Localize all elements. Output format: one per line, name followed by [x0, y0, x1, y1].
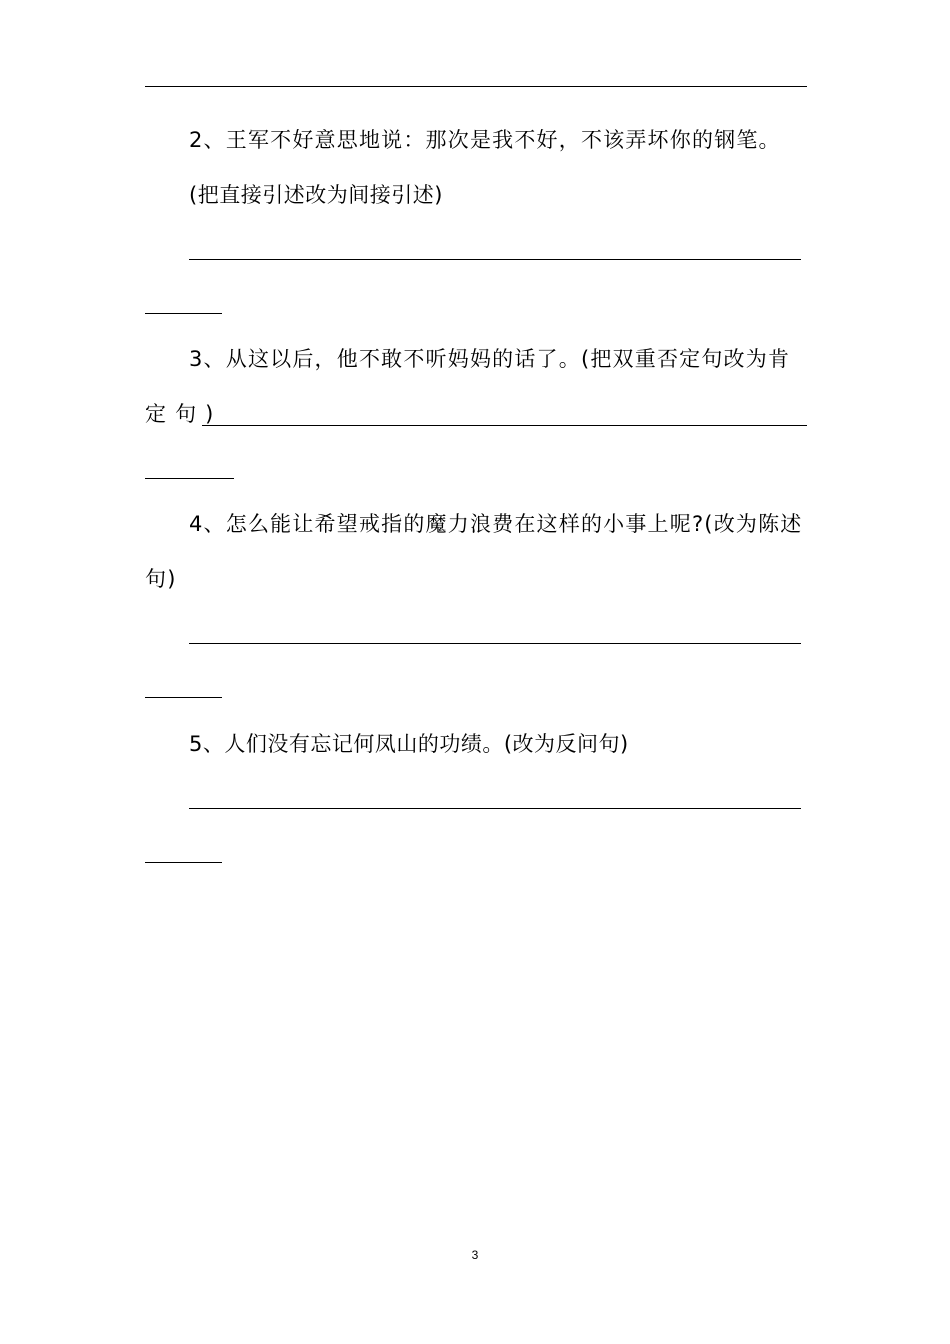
- question-4-instruction: 句): [145, 567, 177, 591]
- answer-line-continuation: [145, 313, 222, 314]
- question-2-instruction: (把直接引述改为间接引述): [189, 183, 443, 207]
- question-3-text: 3、从这以后，他不敢不听妈妈的话了。(把双重否定句改为肯: [189, 347, 791, 371]
- question-5-text: 5、人们没有忘记何凤山的功绩。(改为反问句): [189, 732, 629, 756]
- answer-line: [202, 425, 807, 426]
- question-4-text: 4、怎么能让希望戒指的魔力浪费在这样的小事上呢?(改为陈述: [189, 512, 803, 536]
- question-3-instruction: 定 句 ): [145, 402, 215, 426]
- answer-line-continuation: [145, 862, 222, 863]
- page-number: 3: [471, 1248, 479, 1262]
- answer-line: [189, 259, 801, 260]
- answer-line: [189, 808, 801, 809]
- answer-line-continuation: [145, 478, 234, 479]
- answer-line: [189, 643, 801, 644]
- question-2-text: 2、王军不好意思地说：那次是我不好，不该弄坏你的钢笔。: [189, 128, 781, 152]
- answer-line-continuation: [145, 697, 222, 698]
- answer-line: [145, 86, 807, 87]
